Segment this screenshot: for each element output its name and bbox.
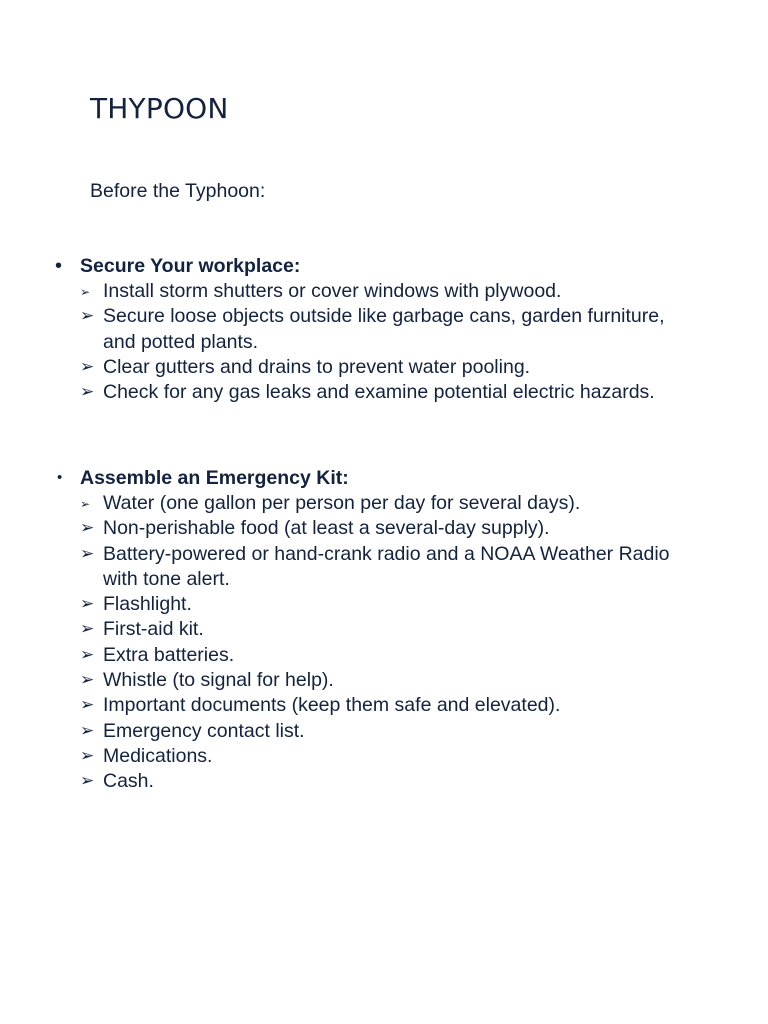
list-item-text: Medications. bbox=[103, 744, 213, 767]
arrowhead-bullet-icon: ➢ bbox=[80, 518, 95, 539]
arrowhead-bullet-icon: ➢ bbox=[80, 285, 91, 299]
list-item-text: Battery-powered or hand-crank radio and a NOAA Weather Radio with tone alert. bbox=[103, 542, 670, 590]
checklist bbox=[0, 279, 700, 405]
arrowhead-bullet-icon: ➢ bbox=[80, 695, 95, 716]
list-item-text: Important documents (keep them safe and elevated). bbox=[103, 694, 561, 717]
list-item-text: Whistle (to signal for help). bbox=[103, 669, 334, 692]
section-heading: Assemble an Emergency Kit: bbox=[80, 467, 349, 489]
section-heading-row bbox=[0, 254, 700, 279]
arrowhead-bullet-icon: ➢ bbox=[80, 382, 95, 403]
section-heading-row bbox=[0, 466, 700, 491]
list-item bbox=[0, 355, 700, 380]
arrowhead-bullet-icon: ➢ bbox=[80, 619, 95, 640]
arrowhead-bullet-icon: ➢ bbox=[80, 306, 95, 327]
arrowhead-bullet-icon: ➢ bbox=[80, 497, 91, 511]
arrowhead-bullet-icon: ➢ bbox=[80, 771, 95, 792]
list-item bbox=[0, 304, 700, 355]
list-item-text: Secure loose objects outside like garbage cans, garden furniture, and potted plants. bbox=[103, 305, 665, 353]
list-item bbox=[0, 516, 700, 541]
list-item bbox=[0, 617, 700, 642]
page-subtitle: Before the Typhoon: bbox=[90, 180, 266, 202]
list-item bbox=[0, 279, 700, 304]
list-item-text: Check for any gas leaks and examine potential electric hazards. bbox=[103, 381, 655, 404]
list-item bbox=[0, 380, 700, 405]
list-item-text: Non-perishable food (at least a several-day supply). bbox=[103, 517, 550, 540]
section-emergency-kit bbox=[0, 466, 700, 795]
list-item bbox=[0, 769, 700, 794]
list-item-text: Install storm shutters or cover windows with plywood. bbox=[103, 280, 562, 302]
bullet-dot-icon: • bbox=[55, 255, 63, 277]
list-item bbox=[0, 592, 700, 617]
arrowhead-bullet-icon: ➢ bbox=[80, 594, 95, 615]
list-item-text: Extra batteries. bbox=[103, 643, 235, 666]
page-title: THYPOON bbox=[90, 92, 229, 125]
bullet-dot-icon: • bbox=[57, 469, 63, 486]
list-item-text: Clear gutters and drains to prevent water pooling. bbox=[103, 355, 531, 378]
arrowhead-bullet-icon: ➢ bbox=[80, 356, 95, 377]
list-item-text: Flashlight. bbox=[103, 593, 192, 616]
list-item bbox=[0, 719, 700, 744]
arrowhead-bullet-icon: ➢ bbox=[80, 670, 95, 691]
list-item-text: Cash. bbox=[103, 770, 154, 793]
list-item bbox=[0, 744, 700, 769]
list-item-text: Emergency contact list. bbox=[103, 719, 305, 742]
list-item bbox=[0, 542, 700, 593]
list-item-text: First-aid kit. bbox=[103, 618, 204, 641]
arrowhead-bullet-icon: ➢ bbox=[80, 745, 95, 766]
section-secure-workplace bbox=[0, 254, 700, 405]
arrowhead-bullet-icon: ➢ bbox=[80, 644, 95, 665]
arrowhead-bullet-icon: ➢ bbox=[80, 543, 95, 564]
list-item bbox=[0, 668, 700, 693]
list-item bbox=[0, 693, 700, 718]
list-item-text: Water (one gallon per person per day for several days). bbox=[103, 492, 581, 514]
checklist bbox=[0, 491, 700, 795]
list-item bbox=[0, 643, 700, 668]
section-heading: Secure Your workplace: bbox=[80, 255, 301, 277]
arrowhead-bullet-icon: ➢ bbox=[80, 720, 95, 741]
list-item bbox=[0, 491, 700, 516]
